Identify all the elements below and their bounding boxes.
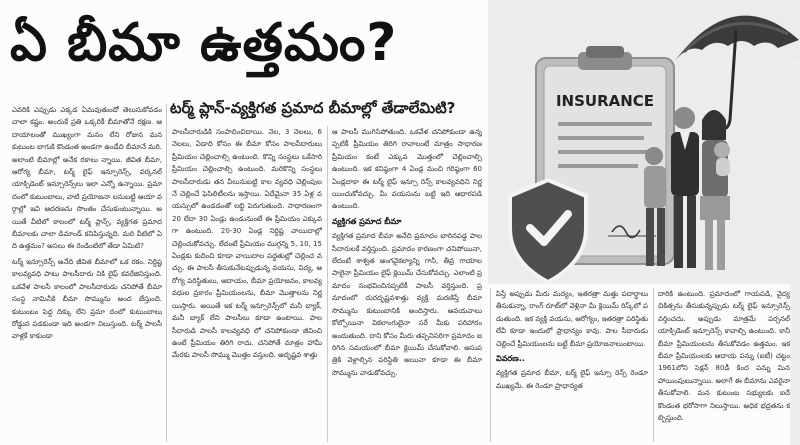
column-3-personal-accident: వ్యక్తిగత ప్రమాద బీమా అనేది ప్రమాదం బారినపడ్డ పాలసీదారులకే వర్తిస్తుంది. ప్రమాదం కారణంగా చనిపోయినా, లేదంటే శాశ్వత అంగవైకల్యాన్ని గానీ, తీవ్ర గాయాలపాలైనా ప్రీమియం లైఫ్ క్లెయిమ్ చేసుకోవచ్చు. ఎలాంటి ప్రమాదం సంభవించినప్పటికీ పాలసీ వర్తిస్తుంది. ప్రమాదంలో దురదృష్టవశాత్తు వ్యక్తి మరణిస్తే బీమా సొమ్మును కుటుంబానికి అందిస్తారు. అవయవాలు కోల్పోయినా వికలాంగులైనా సరే మీకు పరిహారం అందుతుంది. దాని కోసం మీరు తప్పనిసరిగా ప్రమాదం జరిగిన సమయంలో బీమా క్లెయిమ్ చేసుకోవాలి. ఆసుపత్రికి వెళ్లాల్సిన పరిస్థితి అయినా కూడా ఈ బీమా సొమ్మును వాడుకోవచ్చు. [332,232,482,377]
column-3-text: ఆ పాలసీ ముగిసిపోతుంది. ఒకవేళ చనిపోకుండా ఉన్నప్పటికీ ప్రీమియం తిరిగి రావాలంటే మాత్రం సాధారణ ప్రీమియం కంటే ఎక్కువ మొత్తంలో చెల్లించాల్సి ఉంటుంది. ఇక కనిష్ఠంగా 4 ఏండ్ల నుంచి గరిష్ఠంగా 60 ఏండ్లదాకా ఈ టర్మ్ లైఫ్ ఇన్సూ రెన్స్ కాలవ్యవధిని నిర్ణయించుకోవచ్చు. మీ వయసును బట్టి ఇది ఆధారపడి ఉంటుంది. [332,128,482,211]
illustration-art [488,0,800,284]
column-4 [496,288,648,442]
insurance-illustration [488,0,800,284]
column-2-text: పాలసీదారుడికి సంపాదించిదాయి. నెల, 3 నెలలు, 6 నెలలు, ఏడాది కోసం ఈ బీమా కోసం పాలసీదారులు ప్రీమియం చెల్లించాల్సి ఉంటుంది. కొన్ని సంస్థలు ఒకేసారి ప్రీమియం చెల్లించాల్సి ఉంటుంది. మరికొన్ని సంస్థలు పాలసీదారుడు తన వీలునుబట్టి కాల వ్యవధి చెల్లింపులనే చెల్లించే ఫెసిలిటీలను ఇస్తాయి. ఏదేమైనా 35 ఏళ్ల వయస్సులో ఉండడంతో లబ్ధి పెరుగుతుంది. సాధారణంగా 20 లేదా 30 ఏండ్లు ఉండునుంటే ఈ ప్రీమియం ఎక్కువగా ఉంటుంది. 20-30 ఏండ్ల నిర్దిష్ట వాయిదాల్లో చెల్లించుకోవచ్చు. లేదంటే ప్రీమియం ముగ్గన్ని 5, 10, 15 ఏండ్లకు కుదించి కూడా వాయిదాల పద్ధతుల్లో చెల్లించ వచ్చు. ఈ పాలసీ తీసుకునేటప్పుడున్న వయసు, విద్య, ఆరోగ్య పరిస్థితులు, ఆదాయం, బీమా ప్రయోజనం, కాలవ్యవధుల ప్రకారం ప్రీమియంలను, బీమా మొత్తాలను నిర్ణయిస్తారు. అయితే ఇక టర్మ్ ఇన్సూరెన్స్‌లో మనీ బ్యాక్, మనీ బ్యాక్ లేని పాలసీలు కూడా ఉంటాయి. పాలసీదారుడి పాలసీ కాలవ్యవధి లో చనిపోకుండా జీవించి ఉంటే ప్రీమియం తిరిగి రాదు. చనిపోతే మాత్రం హామీ మేరకు పాలసీ సొమ్ము మొత్తం వస్తుంది. అదృష్టవ శాత్తు [172,128,322,360]
column-1 [12,104,162,442]
insurance-document-title: INSURANCE [555,92,655,110]
column-divider [490,288,491,442]
column-2 [172,126,322,442]
column-divider [653,288,654,442]
column-4-conclusion: వ్యక్తిగత ప్రమాద బీమా, టర్మ్ లైఫ్ ఇన్సూ రెన్స్ రెండూ ముఖ్యమే. ఈ రెండూ ప్రాధాన్యత [496,369,648,390]
column-5 [658,288,790,442]
section-heading-conclusion: వివరణ.. [496,354,525,364]
section-heading-personal-accident: వ్యక్తిగత ప్రమాద బీమా [332,216,402,226]
column-5-text: దారికి ఉంటుంది. ప్రమాదంలో గాయపడి, వైద్య చికిత్సను తీసుకున్నప్పుడు టర్మ్ లైఫ్ ఇన్సూరెన్స్ వర్తించదు. అప్పుడు మాత్రమే పర్సనల్ యాక్సిడెంట్ ఇన్సూరెన్స్ కావాల్సి ఉంటుంది. కానీ బీమా ప్రీమియంలను తీసుకోవడం ఉత్తమం. ఇక బీమా ప్రీమియంలకు ఆదాయ పన్ను (ఐటీ) చట్టం 1961లోని సెక్షన్ 80డీ కింద పన్ను మినహాయింపులున్నాయి. అలాగే ఈ బీమాను ఎవరైనా తీసుకోవాలి. మన కుటుంబ సభ్యులకు ఐదే కొండంత భరోసాగా నిలుస్తాయి. అధిక భద్రతను కల్పిస్తుంది. [658,290,790,423]
column-divider [327,126,328,442]
column-1-intro: ఎవరికి ఎప్పుడు ఎక్కడ ఏమవుతుందో తెలుసుకోవడం చాలా కష్టం. అందుకే ప్రతి ఒక్కరికీ బీమాతోనే రక్షణ. ఆదాయాలంతో ముఖ్యంగా మనం లేని రోజున మన కుటుంబ బాగుకి కొండంత అండగా ఉండేది బీమానే మరి. అలాంటి బీమాల్లో అనేక రకాలు న్నాయి. జీవిత బీమా, ఆరోగ్య బీమా, టర్మ్ లైఫ్ ఇన్సూరెన్స్, వర్కనల్ యాక్సిడెంట్ ఇన్సూరెన్స్‌లు ఇలా ఎన్నో ఉన్నాయి. ప్రమా దంలో కుటుంబాలు, వాటి ప్రయోజనా లనుబట్టి ఆయా వర్గాల్లో ఇవి ఆదరణను సొంతం చేసుకుంటున్నాయి. అయితే వీటిలో కాలంలో టర్మ్ ప్లాన్స్, వ్యక్తిగత ప్రమాద బీమాలకు చాలా డిమాండ్ కనిపిస్తున్నది. మరి వీటిలో ఏది ఉత్తమం? అసలు ఈ రెండింటిలో తేడా ఏమిటి? [12,106,162,251]
adjacent-page-edge [790,60,800,445]
shield-check-icon [510,180,586,282]
column-4-text: పిస్తే అప్పుడు మీరు మద్యం, ఇతరత్రా మత్తు పదార్థాలు తీసుకున్నా, రాంగ్ రూట్‌లో వెళ్లినా మీ క్లెయిమ్ రిస్క్‌లో పడుతుంది. ఇక వ్యక్తి వయసు, ఆరోగ్యం, ఇతరత్రా పరిస్థితు లేవీ కూడా ఇందులో ప్రాధాన్యం కావు. పాల సీదారుడు చెల్లించే ప్రీమియంలను బట్టే బీమా ప్రయోజనాలుంటాయి. [496,290,648,348]
headline: ఏ బీమా ఉత్తమం? [10,13,398,73]
column-divider [166,104,167,442]
column-3 [332,126,482,442]
subheadline: టర్మ్ ప్లాన్-వ్యక్తిగత ప్రమాద బీమాల్లో తేడాలేమిటి? [170,99,456,117]
column-1-term-insurance: టర్మ్ ఇన్సూరెన్స్ అనేది జీవిత బీమాలో ఒక రకం. నిర్దిష్ట కాలవ్యవధి పాటు పాలసీదారు నికి లైఫ్ కవరేజినిస్తుంది. ఒకవేళ పాలసీ కాలంలో పాలసీదారుడు చనిపోతే బీమా సంస్థ నామినీకి బీమా సొమ్మును అంద జేస్తుంది. కుటుంబం పెద్ద దిక్కు లేని ప్రమా దంలో కుటుంబాలు రోడ్డున పడకుండా ఇది అండగా నిలుస్తుంది. టర్మ్ పాలసీ వాళ్లకే కాకుండా [12,257,162,341]
